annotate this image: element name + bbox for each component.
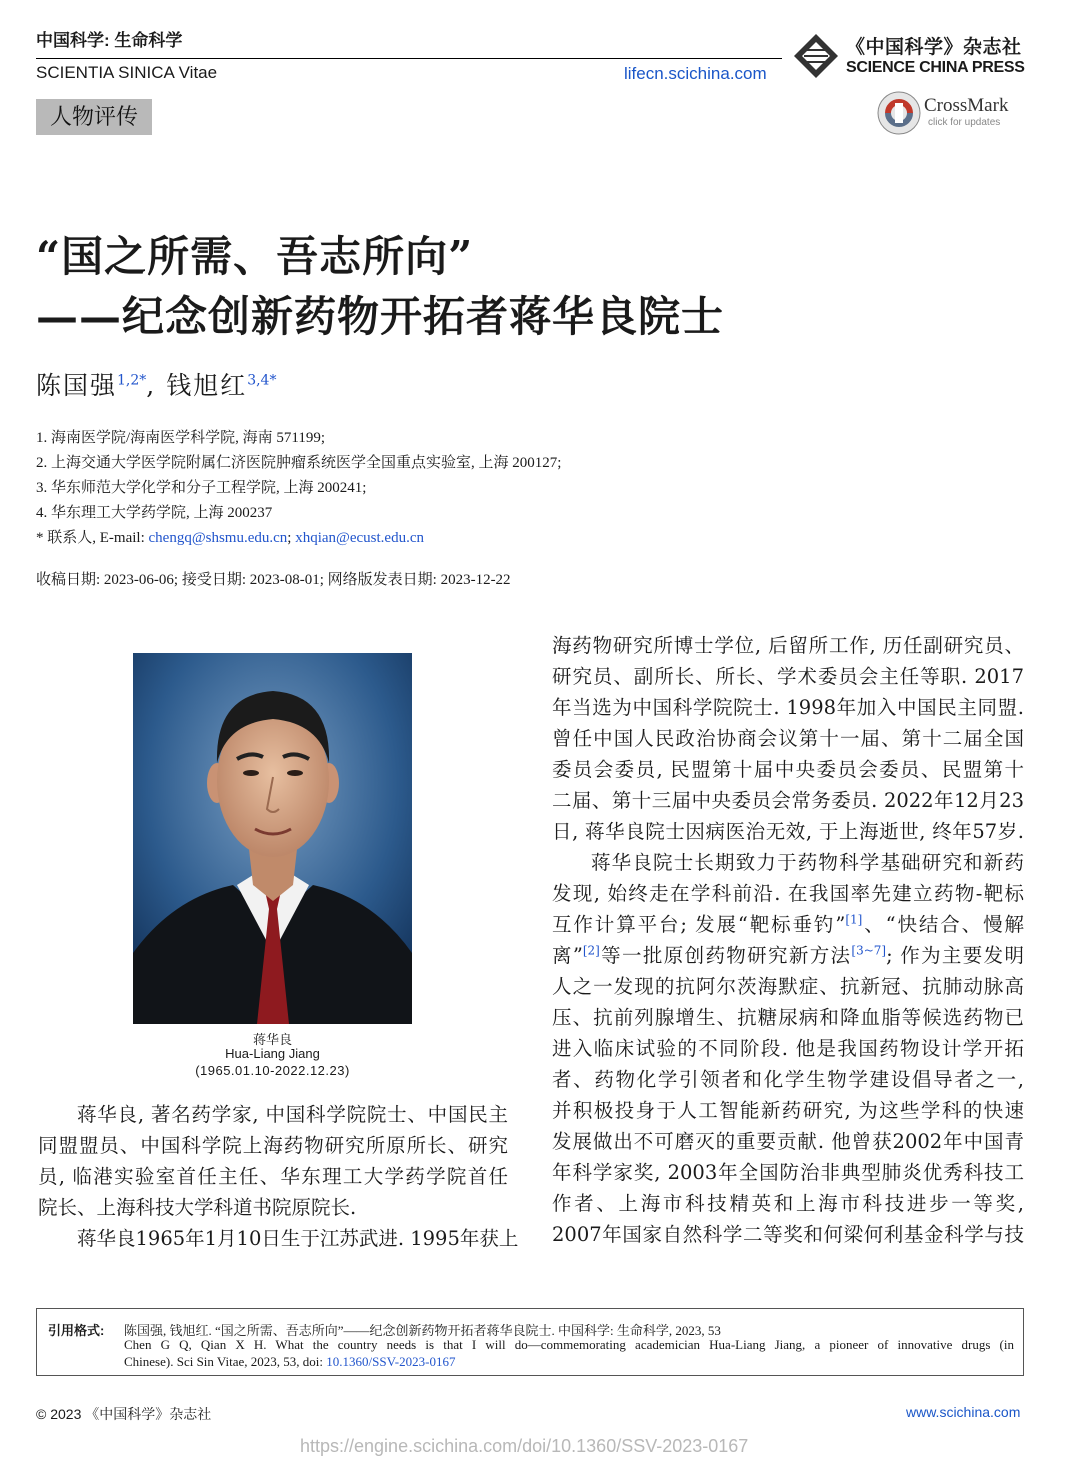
body-line: 曾任中国人民政治协商会议第十一届、第十二届全国 (552, 727, 1024, 750)
author-affiliation-marker[interactable]: 1,2* (117, 372, 147, 389)
body-line: 2007年国家自然科学二等奖和何梁何利基金科学与技 (552, 1223, 1024, 1246)
body-line: 压、抗前列腺增生、抗糖尿病和降血脂等候选药物已 (552, 1006, 1024, 1029)
email-link[interactable]: chengq@shsmu.edu.cn (148, 530, 288, 546)
crossmark-sublabel: click for updates (928, 117, 1001, 128)
doi-link[interactable]: 10.1360/SSV-2023-0167 (326, 1354, 456, 1369)
body-line: 年科学家奖, 2003年全国防治非典型肺炎优秀科技工 (552, 1161, 1024, 1184)
body-line: 蒋华良, 著名药学家, 中国科学院院士、中国民主 (77, 1103, 508, 1126)
crossmark-icon (876, 90, 922, 136)
email-separator: ; (287, 530, 296, 546)
body-line (552, 909, 1024, 940)
science-china-press-logo-icon (792, 32, 840, 80)
author-name: 陈国强 (36, 371, 118, 400)
body-line: 发展做出不可磨灭的重要贡献. 他曾获2002年中国青 (552, 1130, 1024, 1153)
body-line: 进入临床试验的不同阶段. 他是我国药物设计学开拓 (552, 1037, 1024, 1060)
photo-caption-name: 蒋华良 (252, 1032, 292, 1047)
body-line: 委员会委员, 民盟第十届中央委员会委员、民盟第十 (552, 758, 1024, 781)
body-line: 二届、第十三届中央委员会常务委员. 2022年12月23 (552, 789, 1024, 812)
author-list (36, 366, 276, 402)
body-line: 发现, 始终走在学科前沿. 在我国率先建立药物-靶标 (552, 882, 1024, 905)
body-line: 研究员、副所长、所长、学术委员会主任等职. 2017 (552, 665, 1024, 688)
body-line: 者、药物化学引领者和化学生物学建设倡导者之一, (552, 1068, 1024, 1091)
copyright-notice: © 2023 《中国科学》杂志社 (36, 1406, 212, 1422)
body-text: 离” (552, 944, 583, 967)
reference-link[interactable]: [2] (582, 943, 600, 958)
body-left-column (38, 1099, 519, 1254)
body-line: 并积极投身于人工智能新药研究, 为这些学科的快速 (552, 1099, 1024, 1122)
photo-caption-english: Hua-Liang Jiang (225, 1046, 320, 1061)
journal-title-cn: 中国科学: 生命科学 (36, 31, 183, 50)
doi-watermark: https://engine.scichina.com/doi/10.1360/SSV-2023-0167 (300, 1436, 749, 1456)
press-name-cn: 《中国科学》杂志社 (846, 37, 1022, 58)
body-text: ; 作为主要发明 (886, 944, 1024, 967)
crossmark-label: CrossMark (924, 95, 1009, 116)
citation-line-cn: 陈国强, 钱旭红. “国之所需、吾志所向”——纪念创新药物开拓者蒋华良院士. 中国科学: 生命科学, 2023, 53 (124, 1323, 721, 1338)
author-separator: , (146, 371, 167, 400)
section-tag: 人物评传 (36, 99, 152, 135)
contact-label: * 联系人, E-mail: (36, 530, 149, 546)
body-line: 蒋华良院士长期致力于药物科学基础研究和新药 (591, 851, 1024, 874)
author-affiliation-marker[interactable]: 3,4* (247, 372, 277, 389)
portrait-photo (133, 653, 412, 1024)
body-text: 等一批原创药物研究新方法 (599, 944, 852, 967)
article-dates: 收稿日期: 2023-06-06; 接受日期: 2023-08-01; 网络版发表日期: 2023-12-22 (36, 572, 511, 588)
article-title-line2: ——纪念创新药物开拓者蒋华良院士 (36, 292, 725, 341)
author-name: 钱旭红 (166, 371, 248, 400)
contact-line (36, 526, 424, 547)
email-link[interactable]: xhqian@ecust.edu.cn (295, 530, 424, 546)
citation-label: 引用格式: (48, 1323, 105, 1338)
affiliation-item: 2. 上海交通大学医学院附属仁济医院肿瘤系统医学全国重点实验室, 上海 200127; (36, 455, 562, 471)
citation-line-doi (124, 1354, 455, 1370)
affiliation-item: 4. 华东理工大学药学院, 上海 200237 (36, 505, 273, 521)
reference-link[interactable]: [1] (845, 912, 863, 927)
citation-text: Chinese). Sci Sin Vitae, 2023, 53, doi: (124, 1354, 327, 1369)
affiliation-item: 1. 海南医学院/海南医学科学院, 海南 571199; (36, 430, 326, 446)
footer-url-link[interactable]: www.scichina.com (906, 1404, 1021, 1420)
affiliation-item: 3. 华东师范大学化学和分子工程学院, 上海 200241; (36, 480, 367, 496)
body-line: 日, 蒋华良院士因病医治无效, 于上海逝世, 终年57岁. (552, 820, 1024, 843)
photo-caption-dates: (1965.01.10-2022.12.23) (195, 1063, 350, 1078)
header-divider (36, 58, 782, 59)
body-text: 互作计算平台; 发展“靶标垂钓” (552, 913, 846, 936)
article-title-line1: “国之所需、吾志所向” (36, 232, 474, 281)
reference-link[interactable]: [3~7] (851, 943, 887, 958)
body-line: 院长、上海科技大学科道书院原院长. (38, 1196, 357, 1219)
body-line: 蒋华良1965年1月10日生于江苏武进. 1995年获上 (77, 1227, 519, 1250)
press-name-en: SCIENCE CHINA PRESS (846, 59, 1025, 76)
body-text: 、“快结合、慢解 (862, 913, 1024, 936)
journal-url-link[interactable]: lifecn.scichina.com (624, 64, 767, 83)
body-line: 人之一发现的抗阿尔茨海默症、抗新冠、抗肺动脉高 (552, 975, 1024, 998)
body-line: 年当选为中国科学院院士. 1998年加入中国民主同盟. (552, 696, 1024, 719)
body-line: 同盟盟员、中国科学院上海药物研究所原所长、研究 (38, 1134, 508, 1157)
body-line: 作者、上海市科技精英和上海市科技进步一等奖, (552, 1192, 1024, 1215)
body-line: 海药物研究所博士学位, 后留所工作, 历任副研究员、 (552, 634, 1024, 657)
journal-title-en: SCIENTIA SINICA Vitae (36, 63, 218, 82)
body-line: 员, 临港实验室首任主任、华东理工大学药学院首任 (38, 1165, 508, 1188)
body-line (552, 940, 1024, 971)
body-right-column (552, 630, 1024, 1250)
citation-line-en: Chen G Q, Qian X H. What the country needs is that I will do—commemorating academician Hua-Liang Jiang, a pioneer of innovative drugs (in (124, 1337, 1014, 1352)
